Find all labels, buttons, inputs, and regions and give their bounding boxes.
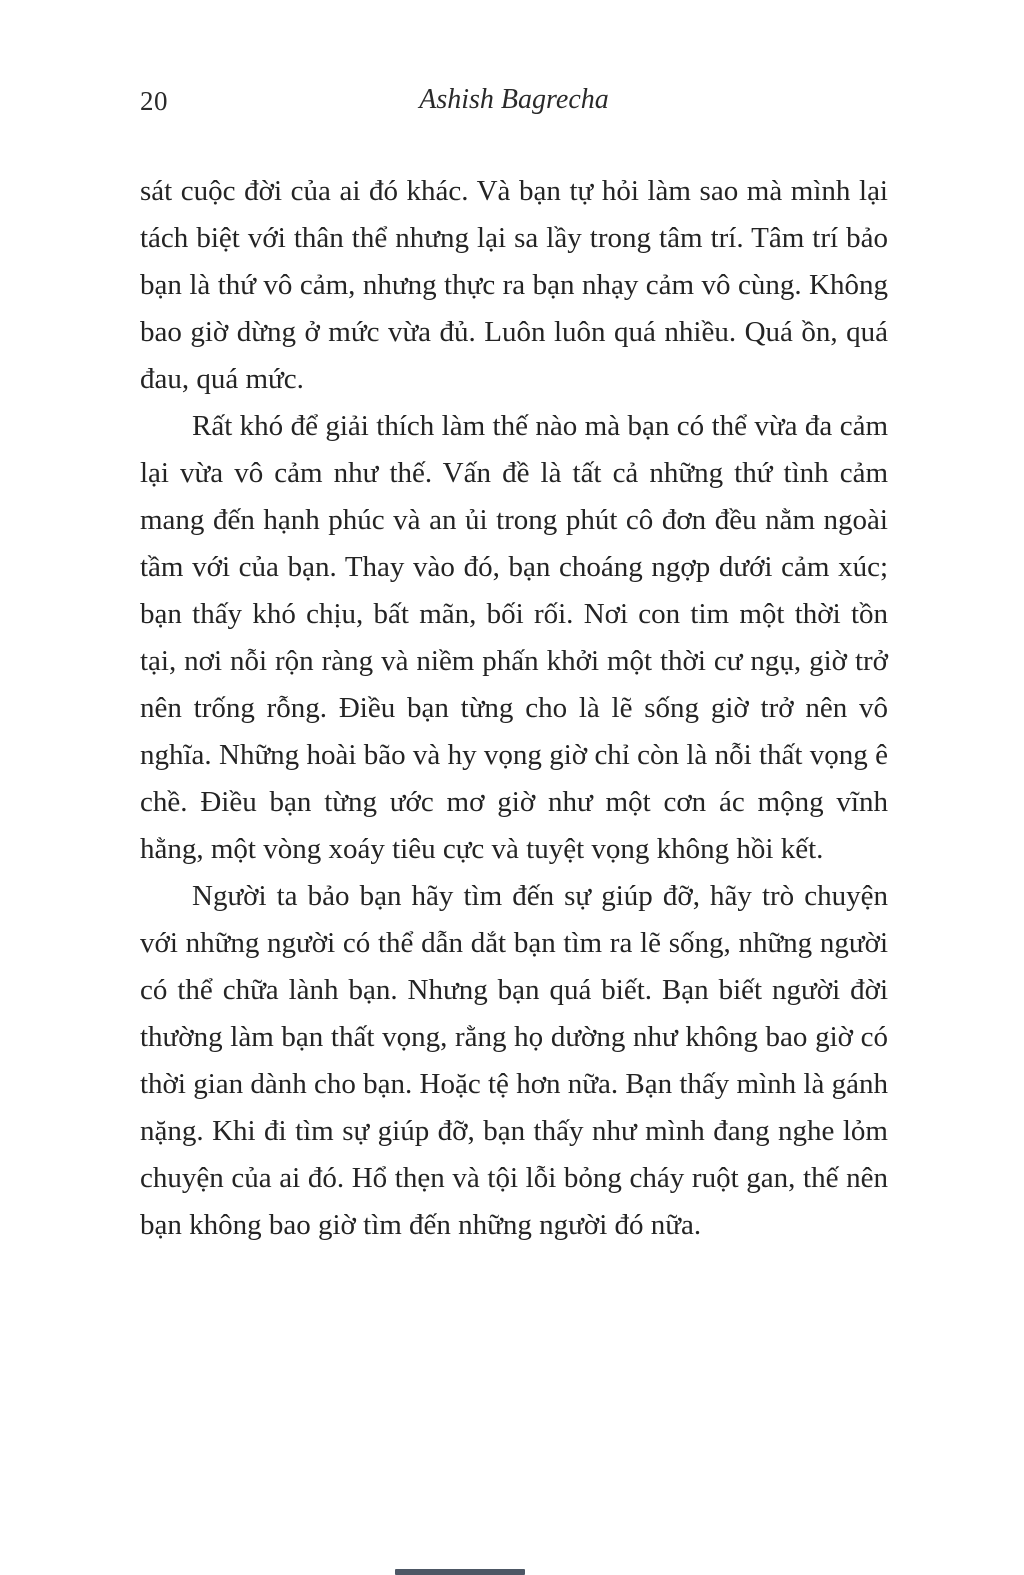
running-header [140, 84, 888, 124]
paragraph: Người ta bảo bạn hãy tìm đến sự giúp đỡ, hãy trò chuyện với những người có thể dẫn dắt bạn tìm ra lẽ sống, những người có thể chữa lành bạn. Nhưng bạn quá biết. Bạn biết người đời thường làm bạn thất vọng, rằng họ dường như không bao giờ có thời gian dành cho bạn. Hoặc tệ hơn nữa. Bạn thấy mình là gánh nặng. Khi đi tìm sự giúp đỡ, bạn thấy như mình đang nghe lỏm chuyện của ai đó. Hổ thẹn và tội lỗi bỏng cháy ruột gan, thế nên bạn không bao giờ tìm đến những người đó nữa. [140, 880, 888, 1241]
paragraph: Rất khó để giải thích làm thế nào mà bạn có thể vừa đa cảm lại vừa vô cảm như thế. Vấn đề là tất cả những thứ tình cảm mang đến hạnh phúc và an ủi trong phút cô đơn đều nằm ngoài tầm với của bạn. Thay vào đó, bạn choáng ngợp dưới cảm xúc; bạn thấy khó chịu, bất mãn, bối rối. Nơi con tim một thời tồn tại, nơi nỗi rộn ràng và niềm phấn khởi một thời cư ngụ, giờ trở nên trống rỗng. Điều bạn từng cho là lẽ sống giờ trở nên vô nghĩa. Những hoài bão và hy vọng giờ chỉ còn là nỗi thất vọng ê chề. Điều bạn từng ước mơ giờ như một cơn ác mộng vĩnh hằng, một vòng xoáy tiêu cực và tuyệt vọng không hồi kết. [140, 410, 888, 865]
running-head-author: Ashish Bagrecha [419, 84, 609, 115]
page-number: 20 [140, 86, 168, 116]
paragraph: sát cuộc đời của ai đó khác. Và bạn tự hỏi làm sao mà mình lại tách biệt với thân thể nhưng lại sa lầy trong tâm trí. Tâm trí bảo bạn là thứ vô cảm, nhưng thực ra bạn nhạy cảm vô cùng. Không bao giờ dừng ở mức vừa đủ. Luôn luôn quá nhiều. Quá ồn, quá đau, quá mức. [140, 175, 888, 395]
scan-edge-mark [395, 1569, 525, 1575]
page-body-text [140, 168, 888, 1249]
